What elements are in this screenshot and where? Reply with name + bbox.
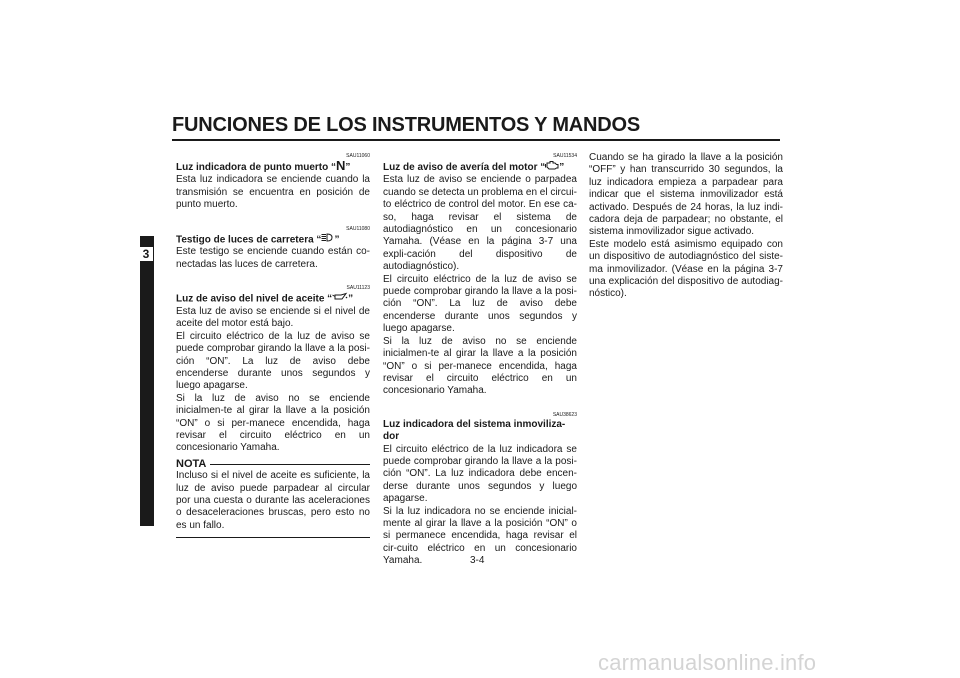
oil-level-text-3: Si la luz de aviso no se enciende inicialmen-te al girar la llave a la posición “ON” o si per-manece encendida, haga revisar el circuito eléctrico en un concesionario Yamaha. [176, 392, 370, 454]
nota-text: Incluso si el nivel de aceite es suficiente, la luz de aviso puede parpadear al circular por una cuesta o durante las aceleraciones o desaceleraciones bruscas, pero esto no es un fallo. [176, 470, 370, 531]
engine-icon [545, 160, 559, 174]
nota-rule [210, 464, 370, 465]
high-beam-text: Este testigo se enciende cuando están co-nectadas las luces de carretera. [176, 246, 370, 270]
nota-header [176, 458, 370, 470]
section-code: SAU38623 [552, 411, 577, 418]
section-code: SAU11060 [346, 153, 370, 159]
section-tab-number: 3 [139, 247, 153, 261]
engine-warning-text-1: Esta luz de aviso se enciende o parpadea cuando se detecta un problema en el circui-to eléctrico de control del motor. En ese ca-so, haga revisar el sistema de autodiagnóstico en un concesionario Yamaha. (Véase en la página 3-7 una expli-cación del dispositivo de autodiagnóstico). [383, 174, 578, 273]
neutral-n-symbol: N [336, 158, 346, 173]
watermark: carmanualsonline.info [598, 650, 817, 675]
column-1 [176, 150, 370, 538]
section-code: SAU11123 [346, 285, 370, 292]
immobilizer-text-2: Si la luz indicadora no se enciende inicial-mente al girar la llave a la posición “ON” o si permanece encendida, haga revisar el cir-cuito eléctrico en un concesionario Yamaha. [383, 505, 577, 567]
engine-warning-text-2: El circuito eléctrico de la luz de aviso se puede comprobar girando la llave a la posi-ción “ON”. La luz de aviso debe encenderse durante unos segundos y luego apagarse. [383, 273, 577, 335]
neutral-indicator-text: Esta luz indicadora se enciende cuando la transmisión se encuentra en posición de punto muerto. [176, 174, 370, 211]
oil-level-heading: Luz de aviso del nivel de aceite “ ” [176, 293, 354, 305]
nota-label: NOTA [176, 457, 207, 470]
immobilizer-continued-text-1: Cuando se ha girado la llave a la posición “OFF” y han transcurrido 30 segundos, la luz indicadora empieza a parpadear para indicar que el sistema inmovilizador está activado. Después de 24 horas, la luz indi-cadora deja de parpadear; no obstante, el sistema inmovilizador sigue activado. [589, 152, 783, 238]
section-tab [140, 236, 154, 526]
header-rule [172, 139, 780, 141]
immobilizer-continued-text-2: Este modelo está asimismo equipado con un dispositivo de autodiagnóstico del siste-ma inmovilizador. (Véase en la página 3-7 una explicación del dispositivo de autodiag-nóstico). [589, 238, 783, 300]
nota-end-rule [176, 537, 370, 538]
page-number: 3-4 [470, 555, 485, 566]
column-2 [383, 150, 577, 568]
engine-warning-text-3: Si la luz de aviso no se enciende inicialmen-te al girar la llave a la posición “ON” o si per-manece encendida, haga revisar el circuito eléctrico en un concesionario Yamaha. [383, 335, 577, 397]
oil-level-text-1: Esta luz de aviso se enciende si el nivel de aceite del motor está bajo. [176, 305, 370, 330]
immobilizer-heading: Luz indicadora del sistema inmoviliza-dor [383, 418, 566, 443]
immobilizer-text-1: El circuito eléctrico de la luz indicadora se puede comprobar girando la llave a la posi-ción “ON”. La luz indicadora debe encen-derse durante unos segundos y luego apagarse. [383, 443, 577, 505]
neutral-indicator-heading: Luz indicadora de punto muerto “N” [176, 158, 351, 173]
page-header-title: FUNCIONES DE LOS INSTRUMENTOS Y MANDOS [172, 114, 641, 136]
high-beam-icon [321, 233, 334, 246]
oil-level-text-2: El circuito eléctrico de la luz de aviso se puede comprobar girando la llave a la posi-ción “ON”. La luz de aviso debe encenderse durante unos segundos y luego apagarse. [176, 330, 370, 392]
section-code: SAU11080 [346, 225, 370, 232]
oil-can-icon [332, 292, 348, 305]
section-code: SAU11534 [553, 153, 577, 159]
high-beam-heading: Testigo de luces de carretera “ ” [176, 233, 340, 245]
engine-warning-heading: Luz de aviso de avería del motor “ ” [383, 161, 565, 173]
column-3 [589, 152, 783, 301]
